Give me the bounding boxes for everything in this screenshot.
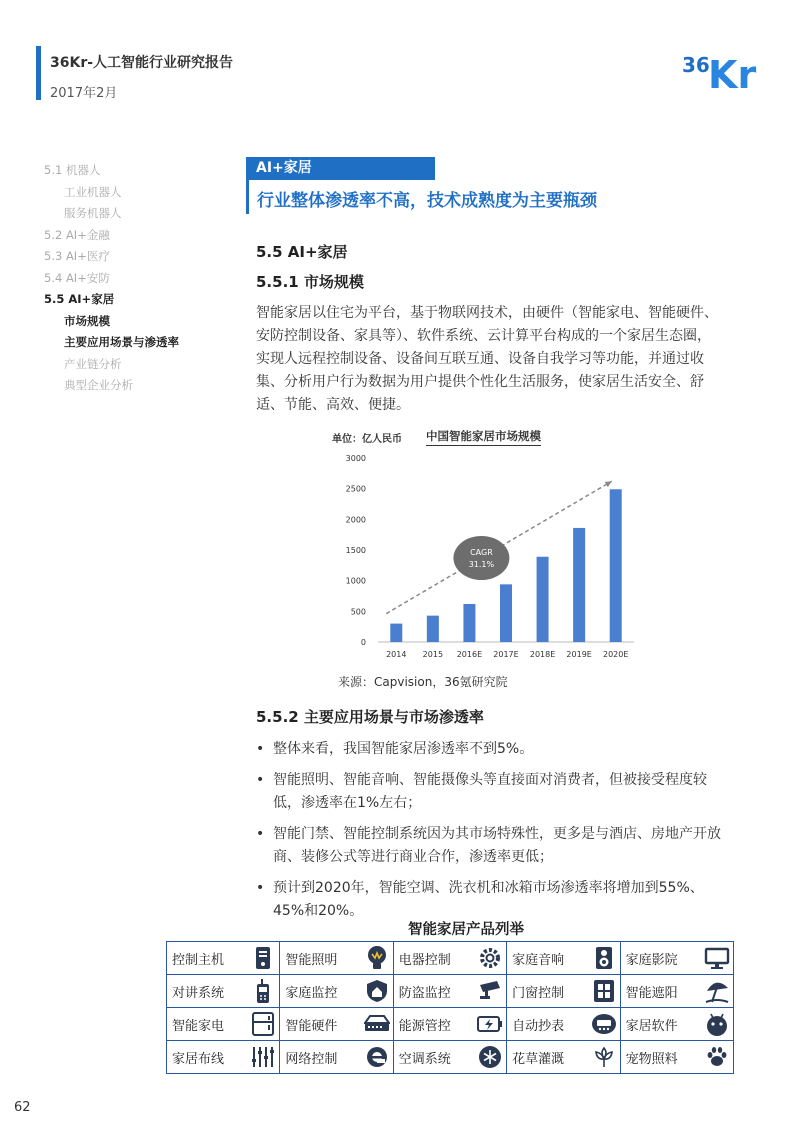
product-label: 空调系统 [398,1051,451,1067]
product-cell [280,1008,393,1041]
window-icon [591,978,617,1004]
product-row [167,1041,734,1074]
section-tagline: 行业整体渗透率不高，技术成熟度为主要瓶颈 [257,191,597,211]
bar-2016E [463,604,475,642]
svg-text:Kr: Kr [708,53,757,90]
toc-item[interactable]: 产业链分析 [64,356,122,371]
product-table [166,941,734,1074]
product-cell [393,942,506,975]
product-row [167,1008,734,1041]
bullet-dot: • [256,826,265,842]
product-cell [393,975,506,1008]
product-label: 电器控制 [398,952,451,968]
product-cell [620,942,733,975]
cctv-icon [477,978,503,1004]
bar-2020E [610,489,622,642]
toc-item[interactable]: 服务机器人 [64,206,122,220]
product-table-title: 智能家居产品列举 [408,922,524,938]
product-cell [620,1008,733,1041]
chart-unit-label: 单位：亿人民币 [332,434,402,445]
report-date: 2017年2月 [50,86,118,101]
speaker-icon [591,945,617,971]
toc-item[interactable]: 5.2 AI+金融 [44,227,110,242]
product-label: 智能照明 [285,952,338,968]
toc-sidebar [44,160,179,397]
toc-item[interactable]: 5.3 AI+医疗 [44,249,110,263]
x-tick-label: 2018E [529,650,556,659]
android-icon [704,1011,730,1037]
product-label: 家庭音响 [512,952,565,968]
product-label: 自动抄表 [512,1018,565,1034]
cagr-bubble [453,536,509,580]
y-tick-label: 0 [360,638,366,647]
product-label: 智能家电 [172,1018,225,1034]
router-icon [364,1011,390,1037]
appliance-icon [250,1011,276,1037]
cagr-value: 31.1% [468,560,495,569]
product-row [167,942,734,975]
product-cell [620,975,733,1008]
meter-icon [591,1011,617,1037]
heading-market-size: 5.5.1 市场规模 [256,273,364,291]
toc-item[interactable]: 5.4 AI+安防 [44,270,110,285]
product-cell [507,1008,620,1041]
paw-icon [704,1044,730,1070]
bullet-text: 智能门禁、智能控制系统因为其市场特殊性，更多是与酒店、房地产开放商、装修公式等进行商业合作，渗透率更低； [273,826,721,865]
product-cell [167,942,280,975]
bar-2019E [573,528,585,642]
product-label: 能源管控 [398,1018,451,1034]
product-cell [393,1041,506,1074]
bullet-text: 智能照明、智能音响、智能摄像头等直接面对消费者，但被接受程度较低，渗透率在1%左右； [273,772,707,811]
product-label: 网络控制 [285,1051,338,1067]
bullet-item [256,823,726,869]
intro-paragraph: 智能家居以住宅为平台，基于物联网技术，由硬件（智能家电、智能硬件、安防控制设备、家具等）、软件系统、云计算平台构成的一个家居生态圈，实现人远程控制设备、设备间互联互通、设备自我学习等功能，并通过收集、分析用户行为数据为用户提供个性化生活服务，使家居生活安全、舒适、节能、高效、便捷。 [256,305,718,413]
heading-section: 5.5 AI+家居 [256,243,348,261]
bullet-dot: • [256,772,265,788]
product-label: 防盗监控 [398,985,451,1001]
product-cell [167,1008,280,1041]
snowflake-icon [477,1044,503,1070]
product-cell [507,1041,620,1074]
y-tick-label: 2000 [345,515,366,525]
page-number: 62 [14,1100,31,1115]
toc-item[interactable]: 5.1 机器人 [44,163,101,177]
product-cell [507,975,620,1008]
cagr-label: CAGR [470,548,493,557]
product-cell [167,1041,280,1074]
bullet-text: 整体来看，我国智能家居渗透率不到5%。 [273,741,534,757]
chart-title: 中国智能家居市场规模 [426,428,541,446]
bullet-dot: • [256,741,265,757]
product-label: 智能硬件 [285,1018,338,1034]
x-tick-label: 2014 [386,650,407,659]
bullet-item [256,769,726,815]
toc-item[interactable]: 市场规模 [64,313,110,328]
bar-2018E [537,557,549,642]
gear-icon [477,945,503,971]
y-tick-label: 2500 [345,484,366,494]
bullet-list [256,738,726,931]
intercom-icon [250,978,276,1004]
chart-source: 来源：Capvision，36氪研究院 [338,675,508,689]
product-label: 家庭监控 [285,985,338,1001]
product-cell [280,975,393,1008]
shield-home-icon [364,978,390,1004]
y-tick-label: 1500 [345,546,366,555]
bullet-item [256,877,726,923]
product-label: 控制主机 [172,952,225,968]
battery-icon [477,1011,503,1037]
bulb-icon [364,945,390,971]
chart-plot [326,424,646,669]
product-label: 家庭影院 [625,952,678,968]
bullet-text: 预计到2020年，智能空调、洗衣机和冰箱市场渗透率将增加到55%、45%和20%。 [273,880,704,919]
toc-item[interactable]: 工业机器人 [64,184,122,199]
wiring-icon [250,1044,276,1070]
bar-2014 [390,624,402,642]
product-cell [280,1041,393,1074]
market-size-chart [326,424,646,669]
product-cell [393,1008,506,1041]
ie-icon [364,1044,390,1070]
product-cell [620,1041,733,1074]
bullet-dot: • [256,880,265,896]
product-row [167,975,734,1008]
tagline-accent-bar [246,180,249,214]
product-label: 花草灌溉 [512,1051,565,1067]
y-tick-label: 3000 [345,454,366,463]
product-label: 家居布线 [172,1051,225,1067]
product-label: 智能遮阳 [625,985,678,1001]
toc-item[interactable]: 典型企业分析 [64,378,133,392]
x-tick-label: 2019E [566,650,592,659]
product-cell [507,942,620,975]
product-label: 对讲系统 [172,985,225,1001]
control-host-icon [250,945,276,971]
toc-item[interactable]: 主要应用场景与渗透率 [64,335,179,349]
umbrella-icon [704,978,730,1004]
product-cell [167,975,280,1008]
section-tag: AI+家居 [246,157,435,180]
toc-item[interactable]: 5.5 AI+家居 [44,292,115,306]
product-label: 门窗控制 [512,985,565,1001]
monitor-icon [704,945,730,971]
product-cell [280,942,393,975]
x-tick-label: 2016E [456,650,483,659]
product-label: 宠物照料 [625,1051,678,1067]
bullet-item [256,738,726,761]
heading-scenarios: 5.5.2 主要应用场景与市场渗透率 [256,708,484,726]
x-tick-label: 2015 [422,650,444,659]
report-title: 36Kr-人工智能行业研究报告 [50,55,234,71]
x-tick-label: 2020E [603,650,629,659]
svg-text:36: 36 [682,53,710,77]
product-label: 家居软件 [625,1018,678,1034]
logo-36kr [682,46,764,90]
x-tick-label: 2017E [493,650,519,659]
bar-2017E [500,584,512,642]
header-accent-bar [36,46,41,100]
bar-2015 [427,616,439,642]
y-tick-label: 500 [350,607,366,617]
flower-icon [591,1044,617,1070]
y-tick-label: 1000 [345,576,366,586]
